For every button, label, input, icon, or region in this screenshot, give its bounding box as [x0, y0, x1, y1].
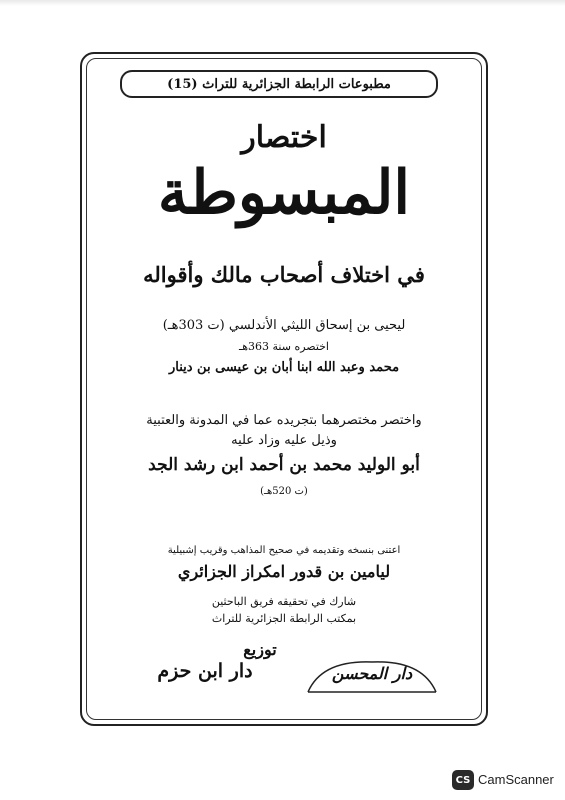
camscanner-logo-icon — [452, 770, 474, 790]
camscanner-watermark: CamScanner — [478, 772, 554, 787]
addendum-note: وذيل عليه وزاد عليه — [231, 433, 337, 448]
ibn-rushd-death-date: (ت 520هـ) — [260, 486, 308, 497]
series-label: مطبوعات الرابطة الجزائرية للتراث (15) — [167, 76, 391, 92]
scan-edge-shadow — [0, 0, 565, 6]
camscanner-logo-text: CS — [455, 774, 471, 786]
abridgement-year: اختصره سنة 363هـ — [238, 340, 329, 353]
ibn-rushd-author: أبو الوليد محمد بن أحمد ابن رشد الجد — [148, 455, 420, 475]
second-abridgement-note: واختصر مختصرهما بتجريده عما في المدونة والعتبية — [146, 413, 422, 428]
ikhtisar-heading: اختصار — [241, 120, 327, 155]
publisher-logo-right — [302, 654, 442, 698]
original-author: ليحيى بن إسحاق الليثي الأندلسي (ت 303هـ) — [162, 318, 406, 333]
publisher-right-name: دار المحسن — [331, 664, 413, 683]
publisher-left-name: دار ابن حزم — [157, 660, 253, 682]
council-note: بمكتب الرابطة الجزائرية للتراث — [211, 612, 357, 625]
edition-note: اعتنى بنسخه وتقديمه في صحيح المذاهب وقريب إشبيلية — [167, 545, 401, 556]
book-title: المبسوطة — [157, 158, 411, 228]
distribution-label: توزيع — [243, 640, 277, 659]
assistance-note: شارك في تحقيقه فريق الباحثين — [211, 595, 357, 608]
abridgers-names: محمد وعبد الله ابنا أبان بن عيسى بن دينار — [168, 360, 400, 375]
series-label-box — [120, 70, 438, 98]
book-subtitle: في اختلاف أصحاب مالك وأقواله — [143, 262, 425, 287]
editor-name: ليامين بن قدور امكراز الجزائري — [177, 562, 391, 581]
